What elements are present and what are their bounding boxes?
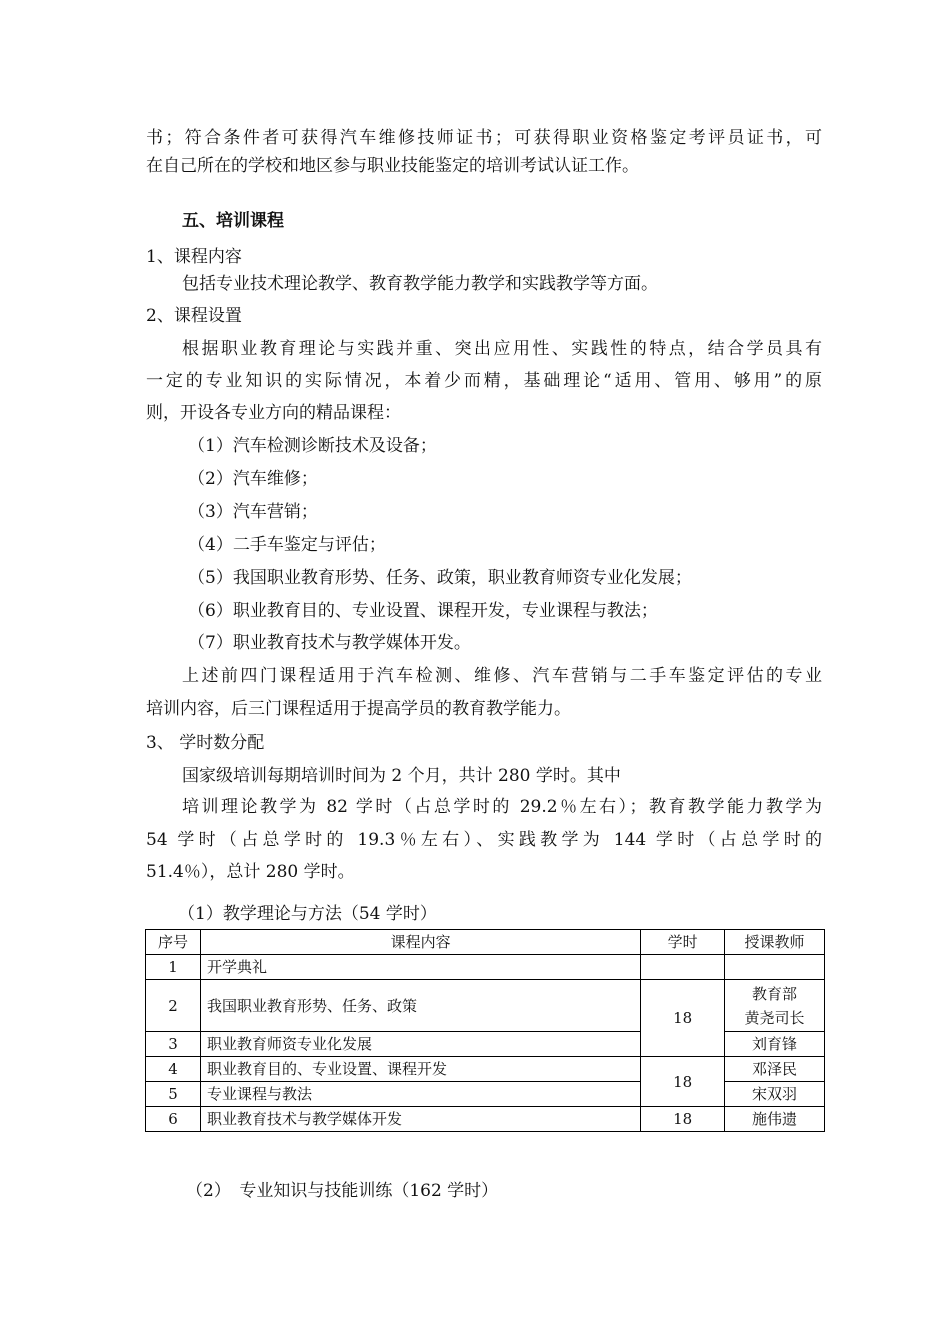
- row-teacher: [725, 955, 825, 980]
- teacher-line-1: 教育部: [752, 984, 798, 1003]
- subsection-title-content: 1、课程内容: [146, 247, 242, 267]
- row-number: 1: [146, 955, 201, 980]
- course-item-4: （4）二手车鉴定与评估；: [188, 535, 386, 555]
- intro-line-2: 在自己所在的学校和地区参与职业技能鉴定的培训考试认证工作。: [146, 156, 639, 176]
- summary-line-2: 培训内容，后三门课程适用于提高学员的教育教学能力。: [146, 699, 571, 719]
- row-content: 职业教育目的、专业设置、课程开发: [200, 1057, 640, 1082]
- row-content: 专业课程与教法: [200, 1082, 640, 1107]
- table-header-row: [146, 930, 825, 955]
- row-content: 职业教育师资专业化发展: [200, 1032, 640, 1057]
- setup-para-line-1: 根据职业教育理论与实践并重、突出应用性、实践性的特点，结合学员具有: [182, 339, 822, 359]
- row-number: 4: [146, 1057, 201, 1082]
- row-content: 我国职业教育形势、任务、政策: [200, 980, 640, 1032]
- row-hours: [641, 955, 725, 980]
- row-teacher: 刘育锋: [725, 1032, 825, 1057]
- row-teacher: 宋双羽: [725, 1082, 825, 1107]
- row-number: 2: [146, 980, 201, 1032]
- teacher-line-2: 黄尧司长: [744, 1008, 805, 1027]
- setup-para-line-3: 则，开设各专业方向的精品课程：: [146, 403, 401, 423]
- row-number: 5: [146, 1082, 201, 1107]
- intro-line-1: 书；符合条件者可获得汽车维修技师证书；可获得职业资格鉴定考评员证书，可: [146, 128, 822, 148]
- row-hours: 18: [641, 1107, 725, 1132]
- course-item-1: （1）汽车检测诊断技术及设备；: [188, 436, 437, 456]
- course-item-3: （3）汽车营销；: [188, 502, 318, 522]
- course-item-7: （7）职业教育技术与教学媒体开发。: [188, 633, 471, 653]
- table-row: [146, 980, 825, 1032]
- subsection-title-setup: 2、课程设置: [146, 306, 242, 326]
- hours-para-2-line-2: 54 学时（占总学时的 19.3％左右）、实践教学为 144 学时（占总学时的: [146, 830, 822, 850]
- row-hours: 18: [641, 980, 725, 1057]
- row-teacher: [725, 980, 825, 1032]
- table-caption-1: （1）教学理论与方法（54 学时）: [178, 904, 437, 924]
- summary-line-1: 上述前四门课程适用于汽车检测、维修、汽车营销与二手车鉴定评估的专业: [182, 666, 822, 686]
- table-row: [146, 1107, 825, 1132]
- course-item-6: （6）职业教育目的、专业设置、课程开发，专业课程与教法；: [188, 601, 658, 621]
- header-content: 课程内容: [200, 930, 640, 955]
- course-item-5: （5）我国职业教育形势、任务、政策，职业教育师资专业化发展；: [188, 568, 692, 588]
- header-hours: 学时: [641, 930, 725, 955]
- content-description: 包括专业技术理论教学、教育教学能力教学和实践教学等方面。: [182, 274, 658, 294]
- setup-para-line-2: 一定的专业知识的实际情况，本着少而精，基础理论“适用、管用、够用”的原: [146, 371, 822, 391]
- course-table: [145, 929, 825, 1132]
- row-number: 3: [146, 1032, 201, 1057]
- section-heading: 五、培训课程: [182, 211, 284, 231]
- header-number: 序号: [146, 930, 201, 955]
- hours-para-2-line-3: 51.4％），总计 280 学时。: [146, 862, 355, 882]
- row-content: 开学典礼: [200, 955, 640, 980]
- table-caption-2: （2） 专业知识与技能训练（162 学时）: [186, 1181, 499, 1201]
- course-item-2: （2）汽车维修；: [188, 469, 318, 489]
- row-content: 职业教育技术与教学媒体开发: [200, 1107, 640, 1132]
- table-row: [146, 1057, 825, 1082]
- hours-para-2-line-1: 培训理论教学为 82 学时（占总学时的 29.2％左右）；教育教学能力教学为: [182, 797, 822, 817]
- subsection-title-hours: 3、 学时数分配: [146, 733, 265, 753]
- row-hours: 18: [641, 1057, 725, 1107]
- hours-para-1: 国家级培训每期培训时间为 2 个月，共计 280 学时。其中: [182, 766, 621, 786]
- row-teacher: 施伟遗: [725, 1107, 825, 1132]
- row-teacher: 邓泽民: [725, 1057, 825, 1082]
- header-teacher: 授课教师: [725, 930, 825, 955]
- row-number: 6: [146, 1107, 201, 1132]
- table-row: [146, 955, 825, 980]
